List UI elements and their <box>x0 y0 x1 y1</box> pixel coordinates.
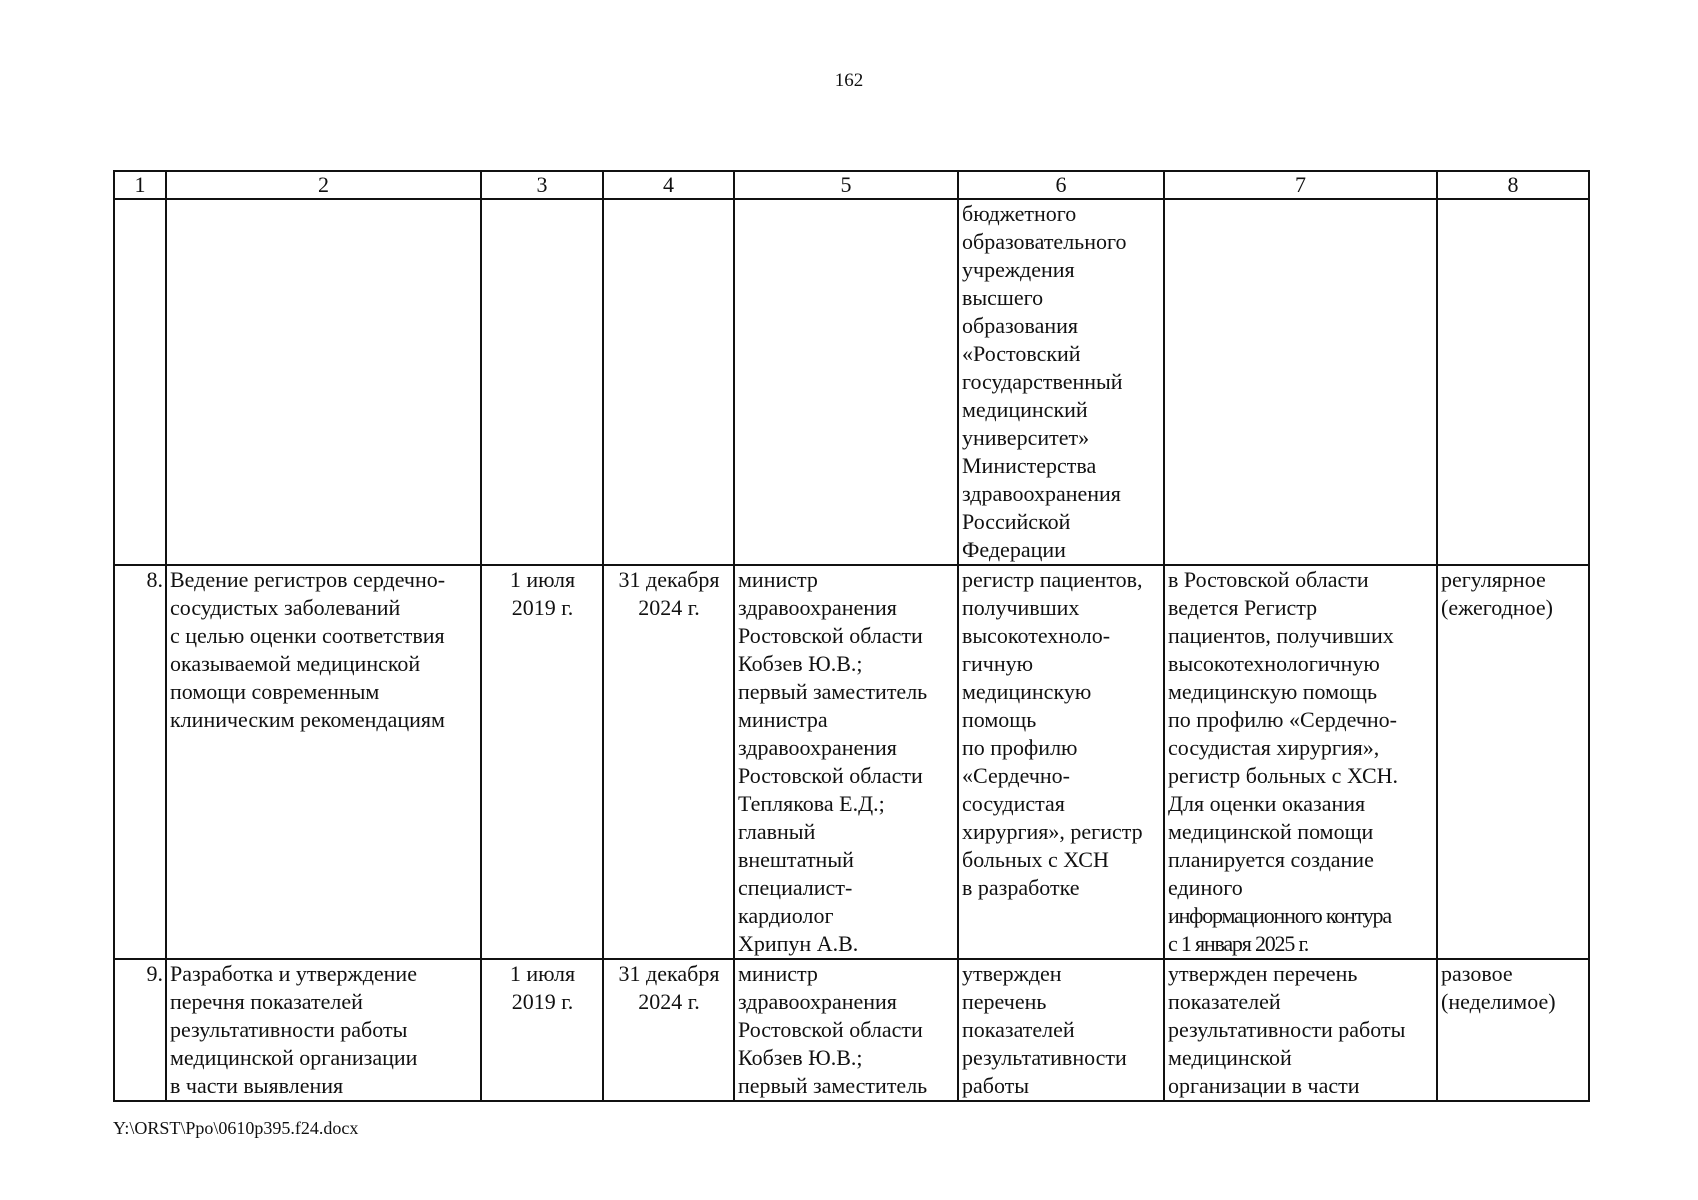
type-cell: регулярное (ежегодное) <box>1437 565 1589 959</box>
responsible-cell: министр здравоохранения Ростовской области Кобзев Ю.В.; первый заместитель министра здравоохранения Ростовской области Теплякова Е.Д.; главный внештатный специалист- кардиолог Хрипун А.В. <box>734 565 958 959</box>
end-date-cell: 31 декабря 2024 г. <box>603 565 734 959</box>
measures-table <box>113 170 1590 1102</box>
status-text: в Ростовской области ведется Регистр пациентов, получивших высокотехнологичную медицинскую помощь по профилю «Сердечно- сосудистая хирургия», регистр больных с ХСН. Для оценки оказания медицинской помощи планируется создание единого <box>1168 567 1399 900</box>
measure-name-cell: Ведение регистров сердечно- сосудистых заболеваний с целью оценки соответствия оказываемой медицинской помощи современным клиническим рекомендациям <box>166 565 481 959</box>
status-cell <box>1164 565 1437 959</box>
end-date-cell <box>603 199 734 565</box>
table-header-row <box>114 171 1589 199</box>
type-cell <box>1437 199 1589 565</box>
result-cell: регистр пациентов, получивших высокотехноло- гичную медицинскую помощь по профилю «Сердечно- сосудистая хирургия», регистр больных с ХСН в разработке <box>958 565 1164 959</box>
status-cell <box>1164 199 1437 565</box>
table-row <box>114 565 1589 959</box>
column-header-7: 7 <box>1164 171 1437 199</box>
column-header-8: 8 <box>1437 171 1589 199</box>
table-row <box>114 199 1589 565</box>
measure-name-cell <box>166 199 481 565</box>
column-header-4: 4 <box>603 171 734 199</box>
result-cell: бюджетного образовательного учреждения высшего образования «Ростовский государственный медицинский университет» Министерства здравоохранения Российской Федерации <box>958 199 1164 565</box>
page-number: 162 <box>834 70 864 91</box>
start-date-cell <box>481 199 603 565</box>
footer-file-path: Y:\ORST\Ppo\0610p395.f24.docx <box>113 1118 359 1138</box>
column-header-1: 1 <box>114 171 166 199</box>
column-header-5: 5 <box>734 171 958 199</box>
column-header-3: 3 <box>481 171 603 199</box>
status-cell: утвержден перечень показателей результативности работы медицинской организации в части <box>1164 959 1437 1101</box>
type-cell: разовое (неделимое) <box>1437 959 1589 1101</box>
result-cell: утвержден перечень показателей результативности работы <box>958 959 1164 1101</box>
row-number-cell: 9. <box>114 959 166 1101</box>
table-row <box>114 959 1589 1101</box>
measure-name-cell: Разработка и утверждение перечня показателей результативности работы медицинской организации в части выявления <box>166 959 481 1101</box>
responsible-cell: министр здравоохранения Ростовской области Кобзев Ю.В.; первый заместитель <box>734 959 958 1101</box>
status-text-continued: информационного контура с 1 января 2025 г. <box>1168 903 1391 956</box>
row-number-cell: 8. <box>114 565 166 959</box>
column-header-6: 6 <box>958 171 1164 199</box>
column-header-2: 2 <box>166 171 481 199</box>
row-number-cell <box>114 199 166 565</box>
responsible-cell <box>734 199 958 565</box>
start-date-cell: 1 июля 2019 г. <box>481 565 603 959</box>
end-date-cell: 31 декабря 2024 г. <box>603 959 734 1101</box>
start-date-cell: 1 июля 2019 г. <box>481 959 603 1101</box>
